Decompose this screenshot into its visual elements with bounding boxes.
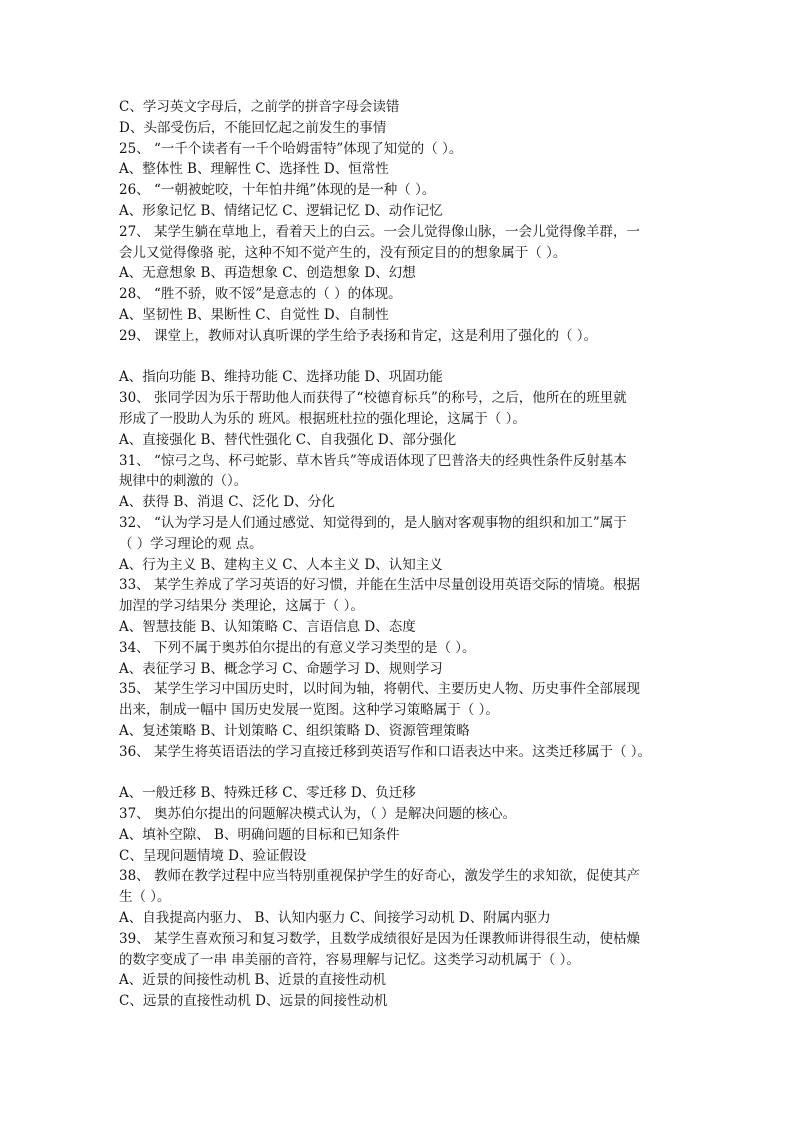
text-line: A、自我提高内驱力、 B、认知内驱力 C、间接学习动机 D、附属内驱力 <box>119 910 551 927</box>
blank-line <box>119 763 689 784</box>
text-line: A、智慧技能 B、认知策略 C、言语信息 D、态度 <box>119 618 416 635</box>
text-line: 34、 下列不属于奥苏伯尔提出的有意义学习类型的是（ ）。 <box>119 639 476 656</box>
text-line: 39、 某学生喜欢预习和复习数学，且数学成绩很好是因为任课教师讲得很生动，使枯燥 <box>119 930 640 947</box>
text-line: 31、 “惊弓之鸟、杯弓蛇影、草木皆兵”等成语体现了巴普洛夫的经典性条件反射基本 <box>119 452 627 469</box>
blank-line <box>119 347 689 368</box>
text-line: A、复述策略 B、计划策略 C、组织策略 D、资源管理策略 <box>119 722 470 739</box>
text-line: 33、 某学生养成了学习英语的好习惯，并能在生活中尽量创设用英语交际的情境。根据 <box>119 577 640 594</box>
text-line: A、形象记忆 B、情绪记忆 C、逻辑记忆 D、动作记忆 <box>119 202 443 219</box>
text-line: A、指向功能 B、维持功能 C、选择功能 D、巩固功能 <box>119 369 443 386</box>
text-line: 38、 教师在教学过程中应当特别重视保护学生的好奇心，激发学生的求知欲，促使其产 <box>119 868 640 885</box>
text-line: 出来，制成一幅中 国历史发展一览图。这种学习策略属于（ ）。 <box>119 702 499 719</box>
text-line: 25、 “一千个读者有一千个哈姆雷特”体现了知觉的（ ）。 <box>119 140 463 157</box>
text-line: 29、 课堂上，教师对认真听课的学生给予表扬和肯定，这是利用了强化的（ ）。 <box>119 327 598 344</box>
text-line: 的数字变成了一串 串美丽的音符，容易理解与记忆。这类学习动机属于（ ）。 <box>119 951 580 968</box>
text-line: C、学习英文字母后，之前学的拼音字母会读错 <box>119 99 400 115</box>
text-line: 加涅的学习结果分 类理论，这属于（ ）。 <box>119 598 364 615</box>
text-line: 27、 某学生躺在草地上，看着天上的白云。一会儿觉得像山脉，一会儿觉得像羊群，一 <box>119 223 640 240</box>
text-line: A、近景的间接性动机 B、近景的直接性动机 <box>119 972 386 989</box>
text-line: 28、 “胜不骄，败不馁”是意志的（ ）的体现。 <box>119 286 402 303</box>
text-line: A、直接强化 B、替代性强化 C、自我强化 D、部分强化 <box>119 431 457 448</box>
text-line: 30、 张同学因为乐于帮助他人而获得了“校德育标兵”的称号，之后，他所在的班里就 <box>119 390 627 407</box>
text-line: 规律中的刺激的（）。 <box>119 473 248 490</box>
text-line: A、无意想象 B、再造想象 C、创造想象 D、幻想 <box>119 265 416 282</box>
text-line: A、整体性 B、理解性 C、选择性 D、恒常性 <box>119 161 389 178</box>
text-line: 形成了一股助人为乐的 班风。根据班杜拉的强化理论，这属于（ ）。 <box>119 410 526 427</box>
text-line: A、表征学习 B、概念学习 C、命题学习 D、规则学习 <box>119 660 443 677</box>
text-line: C、远景的直接性动机 D、远景的间接性动机 <box>119 993 388 1010</box>
text-line: 35、 某学生学习中国历史时，以时间为轴，将朝代、主要历史人物、历史事件全部展现 <box>119 681 640 698</box>
text-line: 32、 “认为学习是人们通过感觉、知觉得到的，是人脑对客观事物的组织和加工”属于 <box>119 514 627 531</box>
text-line: A、坚韧性 B、果断性 C、自觉性 D、自制性 <box>119 306 389 323</box>
text-line: D、头部受伤后，不能回忆起之前发生的事情 <box>119 119 387 136</box>
text-line: （ ）学习理论的观 点。 <box>119 535 263 552</box>
text-line: A、行为主义 B、建构主义 C、人本主义 D、认知主义 <box>119 556 443 573</box>
text-line: A、填补空隙、 B、明确问题的目标和已知条件 <box>119 826 400 843</box>
text-line: 生（ ）。 <box>119 889 171 906</box>
text-line: 26、 “一朝被蛇咬，十年怕井绳”体现的是一种（ ）。 <box>119 182 436 199</box>
text-line: A、获得 B、消退 C、泛化 D、分化 <box>119 494 335 511</box>
text-line: C、呈现问题情境 D、验证假设 <box>119 847 307 864</box>
text-line: 37、 奥苏伯尔提出的问题解决模式认为，（ ）是解决问题的核心。 <box>119 806 517 823</box>
text-line: A、一般迁移 B、特殊迁移 C、零迁移 D、负迁移 <box>119 785 416 802</box>
text-line: 会儿又觉得像骆 驼，这种不知不觉产生的，没有预定目的的想象属于（ ）。 <box>119 244 567 261</box>
text-line: 36、 某学生将英语语法的学习直接迁移到英语写作和口语表达中来。这类迁移属于（ ）。 <box>119 743 652 760</box>
question-text-block <box>119 97 689 1012</box>
